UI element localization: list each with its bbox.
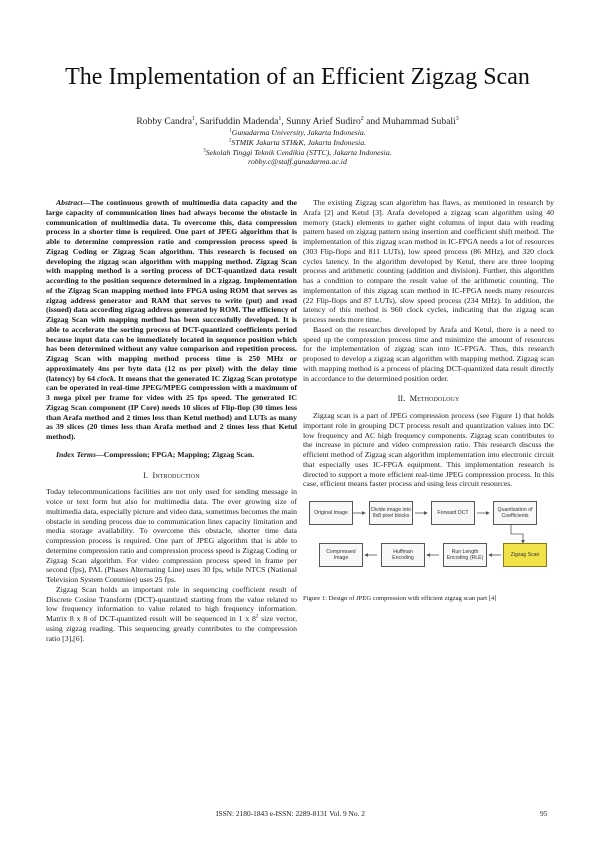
footer-issn: ISSN: 2180-1843 e-ISSN: 2289-8131 Vol. 9 No. 2 [216,809,365,818]
author-and: and [363,116,383,127]
diagram-box-compressed-image: Compressed Image [319,543,363,567]
author-email: robby.c@staff.gunadarma.ac.id [248,157,347,167]
body-paragraph: Zigzag scan is a part of JPEG compression process (see Figure 1) that holds important role in grouping DCT process result and quantization values into DC low frequency and AC high frequency components. Zigzag scan contributes to the increase in picture and video compression ratio. This research discuss the efficient method of Zigzag scan algorithm implementation into electronic circuit that especially uses IC-FPGA equipment. This implementation research is directed to support a more efficient real-time JPEG compression process. In this case, efficient means faster process and using less circuit resources. [303,411,554,489]
diagram-box-divide-blocks: Divide image into 8x8 pixel blocks [369,501,413,525]
section-title: Introduction [152,470,200,480]
body-paragraph: The existing Zigzag scan algorithm has flaws, as mentioned in research by Arafa [2] and Ketul [3]. Arafa developed a zigzag scan algorithm using 40 memory (stack) elements to gather eight columns of input data with reading pattern based on zigzag pattern using insertion and coefficient shift method. The implementation of this zigzag scan method in IC-FPGA needs a lot of resources (303 Flip-flops and 811 LUTs), low speed process (86 MHz), and 320 clock cycles latency. In the algorithm developed by Ketul, there are three looping process and arithmetic counting (addition and division). Further, this algorithm has a condition to compare the result value of the arithmetic counting. The implementation of this zigzag scan method in IC-FPGA needs many resources (22 Flip-flops and 87 LUTs), slow speed process (234 MHz). In addition, the latency of this method is 960 clock cycles, indicating that the zigzag scan process needs more time. [303,198,554,324]
left-column [46,198,297,643]
page-footer [0,809,595,821]
section-title: Methodology [409,394,460,404]
affil-mark: 3 [203,148,206,153]
paper-title: The Implementation of an Efficient Zigzag Scan [65,64,530,90]
author-affil-mark: 3 [455,115,459,122]
abstract-text-end: . It means that the generated IC Zigzag Scan prototype can be operated in real-time JPEG/MPEG compression with a maximum of 3 mega pixel per frame for video with 25 fps speed. The generated IC Zigzag Scan component (IP Core) needs 10 slices of Flip-flop (30 times less than Arafa method and 2 times less than Ketul method) and LUTs as many as 39 slices (20 times less than Arafa method and 2 times less that Ketul method). [46,373,297,441]
abstract-clock-word: clock [97,373,114,383]
affiliation-block [60,128,535,167]
index-terms [46,450,297,460]
intro-paragraph [46,585,297,644]
author-list [60,116,535,128]
diagram-box-original-image: Original Image [309,501,353,525]
right-column [303,198,554,603]
arrow-icon [511,525,523,543]
author-name: Robby Candra [136,116,193,127]
abstract-lead: Abstract [56,198,83,207]
intro-text: Zigzag Scan holds an important role in sequencing coefficient result of Discrete Cosine Transform (DCT)-quantized starting from the value related to low frequency information to value related to high frequency information. Matrix 8 x 8 of DCT-quantized result will be sequenced in 1 x 8 [46,584,297,623]
superscript: 2 [255,614,259,620]
diagram-box-huffman: Huffman Encoding [381,543,425,567]
section-heading [303,394,554,404]
affiliation-line [60,138,535,148]
diagram-box-quantization: Quantization of Coefficients [493,501,537,525]
author-affil-mark: 2 [360,115,364,122]
author-name: Sarifuddin Madenda [199,116,279,127]
abstract-text: —The continuous growth of multimedia data capacity and the large capacity of communication lines had always become the obstacle in communication of multimedia data. To overcome this, data compression process in a shorter time is required. One part of JPEG algorithm that is able to determine compression ratio and compression process speed is Zigzag Coding or Zigzag Scan algorithm. This research is focused on developing the zigzag scan algorithm with mapping method. Zigzag Scan with mapping method is a sorting process of DCT-quantized data result according to the position sequence determined in a zigzag. Implementation of the Zigzag Scan mapping method into FPGA using ROM that serves as zigzag address generator and RAM that serves to write (put) and read (issued) data according zigzag address generated by ROM. The efficiency of Zigzag Scan with mapping method has been successfully developed. It is able to accelerate the sorting process of DCT-quantized coefficients period because input data can be immediately located in sequence position which has been determined without any value comparison and repetition process. Zigzag Scan with mapping method process time is 250 MHz or approximately 4ns per byte data (12 ns per pixel) with the delay time (latency) by 64 [46,198,297,383]
section-number: I. [143,470,149,480]
affil-text: Gunadarma University, Jakarta Indonesia. [231,128,366,137]
intro-text: size vector, using zigzag reading. This sequencing greatly contributes to the compression ratio [3],[6]. [46,614,298,643]
author-affil-mark: 1 [278,115,282,122]
affil-mark: 1 [229,128,232,134]
page-number: 95 [540,809,548,818]
author-name: Muhammad Subali [382,116,456,127]
diagram-box-forward-dct: Forward DCT [431,501,475,525]
affil-mark: 2 [228,138,232,144]
index-terms-lead: Index Terms [56,449,96,459]
author-affil-mark: 1 [192,115,195,122]
section-number: II. [397,394,406,404]
author-separator: , [195,116,200,127]
affil-text: Sekolah Tinggi Teknik Cendikia (STTC), Jakarta Indonesia. [205,147,392,157]
intro-paragraph: Today telecommunications facilities are not only used for sending message in voice or text form but also for multimedia data. The ever growing size of multimedia data, especially picture and video data, sometimes becomes the main obstacle in sending process due to communication lines capacity limitation and media storage availability. To overcome this obstacle, shorter time data compression process is required. One part of JPEG algorithm that is able to determine compression ratio and compression process speed is Zigzag Coding or Zigzag Scan algorithm. For video compression process speed in frame per second (fps), PAL (Phases Alternating Line) uses 30 fps, while NTCS (National Television System Commiee) uses 25 fps. [46,487,297,584]
section-heading [46,471,297,481]
diagram-box-zigzag-scan: Zigzag Scan [503,543,547,567]
diagram-box-rle: Run Length Encoding (RLE) [443,543,487,567]
figure-jpeg-diagram [303,497,554,581]
author-separator: , [281,116,287,127]
affil-text: STMIK Jakarta STI&K, Jakarta Indonesia. [231,137,367,147]
author-name: Sunny Arief Sudiro [286,116,361,127]
affiliation-line [60,128,535,138]
abstract [46,198,297,442]
affiliation-line [60,148,535,158]
body-paragraph: Based on the researches developed by Arafa and Ketul, there is a need to speed up the compression process time and minimize the amount of resources for the implementation of zigzag scan into IC-FPGA. Thus, this research proposed to develop a zigzag scan algorithm with mapping method. Zigzag scan with mapping method is a process of placing DCT-quantized data result directly in accordance to the determined position order. [303,324,554,383]
figure-caption: Figure 1: Design of JPEG compression with efficient zigzag scan part [4] [303,595,497,602]
index-terms-text: —Compression; FPGA; Mapping; Zigzag Scan. [95,449,255,459]
